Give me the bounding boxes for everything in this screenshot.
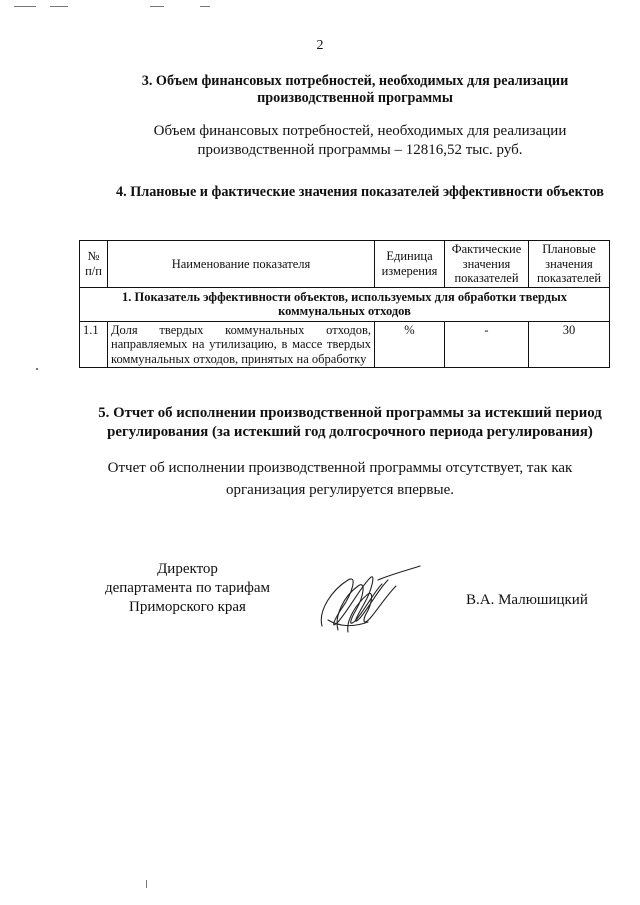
section-3-title: 3. Объем финансовых потребностей, необходимых для реализации производственной программы [141, 73, 569, 106]
section-4-title: 4. Плановые и фактические значения показателей эффективности объектов [116, 184, 604, 200]
row-actual: - [445, 321, 529, 368]
header-name: Наименование показателя [108, 241, 375, 288]
header-planned: Плановые значения показателей [529, 241, 610, 288]
group-label: 1. Показатель эффективности объектов, используемых для обработки твердых коммунальных отходов [80, 287, 610, 321]
table-header-row [80, 241, 610, 288]
page-number: 2 [316, 38, 324, 53]
header-actual: Фактические значения показателей [445, 241, 529, 288]
indicators-table [79, 240, 610, 368]
position-line-2: департамента по тарифам [104, 580, 271, 596]
row-name: Доля твердых коммунальных отходов, направляемых на утилизацию, в массе твердых коммунальных отходов, принятых на обработку [108, 321, 375, 368]
table-row [80, 321, 610, 368]
section-5-text: Отчет об исполнении производственной программы отсутствует, так как организация регулируется впервые. [107, 460, 573, 498]
scan-mark [200, 6, 210, 7]
table-group-row [80, 287, 610, 321]
header-unit: Единица измерения [375, 241, 445, 288]
scan-speck [146, 880, 147, 888]
signatory-name: В.А. Малюшицкий [466, 592, 588, 608]
row-num: 1.1 [80, 321, 108, 368]
handwritten-signature [308, 560, 428, 640]
row-unit: % [375, 321, 445, 368]
position-line-1: Директор [157, 561, 218, 577]
scan-mark [150, 6, 164, 7]
scan-mark [50, 6, 68, 7]
position-line-3: Приморского края [129, 599, 246, 615]
section-5-title: 5. Отчет об исполнении производственной программы за истекший период регулирования (за истекший год долгосрочного периода регулирования) [98, 405, 602, 440]
scan-speck [36, 368, 38, 370]
row-planned: 30 [529, 321, 610, 368]
scan-mark [14, 6, 36, 7]
signatory-position [80, 560, 295, 617]
header-num: № п/п [80, 241, 108, 288]
section-3-text: Объем финансовых потребностей, необходимых для реализации производственной программы – 12816,52 тыс. руб. [153, 123, 567, 158]
